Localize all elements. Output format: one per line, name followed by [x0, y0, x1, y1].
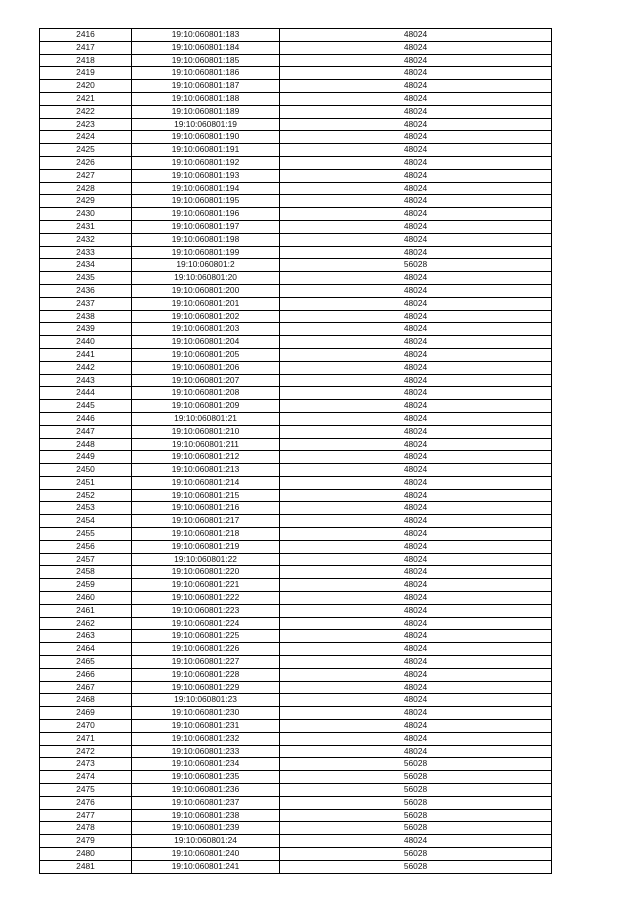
value-cell: 48024 [280, 310, 552, 323]
cadastral-number-cell: 19:10:060801:206 [132, 361, 280, 374]
cadastral-number-cell: 19:10:060801:215 [132, 489, 280, 502]
cadastral-number-cell: 19:10:060801:233 [132, 745, 280, 758]
table-row [40, 208, 552, 221]
row-number-cell: 2457 [40, 553, 132, 566]
value-cell: 48024 [280, 566, 552, 579]
cadastral-number-cell: 19:10:060801:208 [132, 387, 280, 400]
value-cell: 48024 [280, 451, 552, 464]
table-row [40, 451, 552, 464]
value-cell: 56028 [280, 860, 552, 873]
cadastral-number-cell: 19:10:060801:227 [132, 656, 280, 669]
row-number-cell: 2441 [40, 348, 132, 361]
table-row [40, 118, 552, 131]
table-row [40, 809, 552, 822]
cadastral-number-cell: 19:10:060801:200 [132, 284, 280, 297]
table-row [40, 323, 552, 336]
value-cell: 48024 [280, 105, 552, 118]
table-row [40, 195, 552, 208]
table-row [40, 272, 552, 285]
value-cell: 48024 [280, 169, 552, 182]
cadastral-number-cell: 19:10:060801:241 [132, 860, 280, 873]
table-row [40, 540, 552, 553]
row-number-cell: 2469 [40, 707, 132, 720]
row-number-cell: 2458 [40, 566, 132, 579]
value-cell: 48024 [280, 208, 552, 221]
table-row [40, 412, 552, 425]
row-number-cell: 2435 [40, 272, 132, 285]
row-number-cell: 2430 [40, 208, 132, 221]
row-number-cell: 2440 [40, 336, 132, 349]
row-number-cell: 2471 [40, 732, 132, 745]
row-number-cell: 2449 [40, 451, 132, 464]
row-number-cell: 2427 [40, 169, 132, 182]
value-cell: 48024 [280, 502, 552, 515]
table-row [40, 476, 552, 489]
value-cell: 48024 [280, 41, 552, 54]
value-cell: 48024 [280, 272, 552, 285]
table-row [40, 220, 552, 233]
row-number-cell: 2428 [40, 182, 132, 195]
value-cell: 48024 [280, 438, 552, 451]
row-number-cell: 2460 [40, 592, 132, 605]
value-cell: 48024 [280, 220, 552, 233]
cadastral-number-cell: 19:10:060801:234 [132, 758, 280, 771]
value-cell: 48024 [280, 592, 552, 605]
value-cell: 48024 [280, 374, 552, 387]
cadastral-number-cell: 19:10:060801:201 [132, 297, 280, 310]
row-number-cell: 2456 [40, 540, 132, 553]
row-number-cell: 2448 [40, 438, 132, 451]
table-row [40, 41, 552, 54]
value-cell: 48024 [280, 489, 552, 502]
row-number-cell: 2472 [40, 745, 132, 758]
table-row [40, 400, 552, 413]
value-cell: 48024 [280, 246, 552, 259]
cadastral-number-cell: 19:10:060801:226 [132, 643, 280, 656]
cadastral-number-cell: 19:10:060801:236 [132, 784, 280, 797]
row-number-cell: 2454 [40, 515, 132, 528]
value-cell: 48024 [280, 630, 552, 643]
row-number-cell: 2417 [40, 41, 132, 54]
cadastral-number-cell: 19:10:060801:216 [132, 502, 280, 515]
table-row [40, 566, 552, 579]
row-number-cell: 2475 [40, 784, 132, 797]
value-cell: 56028 [280, 796, 552, 809]
value-cell: 56028 [280, 259, 552, 272]
cadastral-number-cell: 19:10:060801:213 [132, 464, 280, 477]
row-number-cell: 2452 [40, 489, 132, 502]
value-cell: 48024 [280, 604, 552, 617]
row-number-cell: 2470 [40, 720, 132, 733]
value-cell: 48024 [280, 54, 552, 67]
value-cell: 48024 [280, 476, 552, 489]
cadastral-number-cell: 19:10:060801:211 [132, 438, 280, 451]
table-row [40, 656, 552, 669]
cadastral-number-cell: 19:10:060801:195 [132, 195, 280, 208]
cadastral-number-cell: 19:10:060801:19 [132, 118, 280, 131]
value-cell: 48024 [280, 464, 552, 477]
cadastral-number-cell: 19:10:060801:21 [132, 412, 280, 425]
row-number-cell: 2437 [40, 297, 132, 310]
table-row [40, 848, 552, 861]
value-cell: 48024 [280, 400, 552, 413]
value-cell: 48024 [280, 336, 552, 349]
table-row [40, 131, 552, 144]
table-row [40, 822, 552, 835]
value-cell: 48024 [280, 732, 552, 745]
table-row [40, 681, 552, 694]
row-number-cell: 2455 [40, 528, 132, 541]
cadastral-number-cell: 19:10:060801:183 [132, 29, 280, 42]
row-number-cell: 2476 [40, 796, 132, 809]
table-row [40, 860, 552, 873]
table-row [40, 592, 552, 605]
cadastral-number-cell: 19:10:060801:218 [132, 528, 280, 541]
cadastral-number-cell: 19:10:060801:240 [132, 848, 280, 861]
row-number-cell: 2426 [40, 156, 132, 169]
row-number-cell: 2416 [40, 29, 132, 42]
data-table [39, 28, 552, 874]
row-number-cell: 2453 [40, 502, 132, 515]
cadastral-number-cell: 19:10:060801:2 [132, 259, 280, 272]
row-number-cell: 2443 [40, 374, 132, 387]
cadastral-number-cell: 19:10:060801:194 [132, 182, 280, 195]
row-number-cell: 2433 [40, 246, 132, 259]
value-cell: 48024 [280, 80, 552, 93]
table-body [40, 29, 552, 874]
table-row [40, 464, 552, 477]
row-number-cell: 2425 [40, 144, 132, 157]
table-row [40, 169, 552, 182]
value-cell: 48024 [280, 540, 552, 553]
table-row [40, 438, 552, 451]
cadastral-number-cell: 19:10:060801:187 [132, 80, 280, 93]
cadastral-number-cell: 19:10:060801:235 [132, 771, 280, 784]
table-row [40, 707, 552, 720]
cadastral-number-cell: 19:10:060801:221 [132, 579, 280, 592]
row-number-cell: 2450 [40, 464, 132, 477]
row-number-cell: 2432 [40, 233, 132, 246]
cadastral-number-cell: 19:10:060801:228 [132, 668, 280, 681]
table-row [40, 528, 552, 541]
table-row [40, 694, 552, 707]
value-cell: 48024 [280, 92, 552, 105]
row-number-cell: 2468 [40, 694, 132, 707]
table-row [40, 54, 552, 67]
row-number-cell: 2474 [40, 771, 132, 784]
cadastral-number-cell: 19:10:060801:237 [132, 796, 280, 809]
cadastral-number-cell: 19:10:060801:22 [132, 553, 280, 566]
cadastral-number-cell: 19:10:060801:190 [132, 131, 280, 144]
value-cell: 48024 [280, 425, 552, 438]
row-number-cell: 2444 [40, 387, 132, 400]
table-row [40, 67, 552, 80]
value-cell: 48024 [280, 195, 552, 208]
row-number-cell: 2466 [40, 668, 132, 681]
table-row [40, 361, 552, 374]
table-row [40, 29, 552, 42]
value-cell: 48024 [280, 284, 552, 297]
row-number-cell: 2446 [40, 412, 132, 425]
cadastral-number-cell: 19:10:060801:185 [132, 54, 280, 67]
cadastral-number-cell: 19:10:060801:207 [132, 374, 280, 387]
table-row [40, 297, 552, 310]
row-number-cell: 2418 [40, 54, 132, 67]
table-row [40, 784, 552, 797]
cadastral-number-cell: 19:10:060801:198 [132, 233, 280, 246]
value-cell: 56028 [280, 809, 552, 822]
row-number-cell: 2442 [40, 361, 132, 374]
row-number-cell: 2477 [40, 809, 132, 822]
cadastral-number-cell: 19:10:060801:219 [132, 540, 280, 553]
table-row [40, 348, 552, 361]
cadastral-number-cell: 19:10:060801:205 [132, 348, 280, 361]
table-row [40, 182, 552, 195]
cadastral-number-cell: 19:10:060801:186 [132, 67, 280, 80]
table-row [40, 246, 552, 259]
row-number-cell: 2422 [40, 105, 132, 118]
value-cell: 48024 [280, 707, 552, 720]
value-cell: 48024 [280, 835, 552, 848]
table-row [40, 643, 552, 656]
row-number-cell: 2462 [40, 617, 132, 630]
value-cell: 48024 [280, 182, 552, 195]
row-number-cell: 2429 [40, 195, 132, 208]
table-row [40, 758, 552, 771]
table-row [40, 80, 552, 93]
table-row [40, 720, 552, 733]
table-row [40, 233, 552, 246]
cadastral-number-cell: 19:10:060801:223 [132, 604, 280, 617]
value-cell: 48024 [280, 412, 552, 425]
row-number-cell: 2420 [40, 80, 132, 93]
cadastral-number-cell: 19:10:060801:202 [132, 310, 280, 323]
row-number-cell: 2459 [40, 579, 132, 592]
value-cell: 48024 [280, 745, 552, 758]
table-row [40, 310, 552, 323]
value-cell: 48024 [280, 643, 552, 656]
value-cell: 56028 [280, 784, 552, 797]
table-row [40, 92, 552, 105]
value-cell: 48024 [280, 668, 552, 681]
table-row [40, 259, 552, 272]
cadastral-number-cell: 19:10:060801:232 [132, 732, 280, 745]
row-number-cell: 2436 [40, 284, 132, 297]
table-row [40, 579, 552, 592]
cadastral-number-cell: 19:10:060801:209 [132, 400, 280, 413]
table-row [40, 489, 552, 502]
row-number-cell: 2479 [40, 835, 132, 848]
row-number-cell: 2421 [40, 92, 132, 105]
value-cell: 48024 [280, 528, 552, 541]
row-number-cell: 2423 [40, 118, 132, 131]
row-number-cell: 2424 [40, 131, 132, 144]
value-cell: 48024 [280, 233, 552, 246]
row-number-cell: 2434 [40, 259, 132, 272]
cadastral-number-cell: 19:10:060801:229 [132, 681, 280, 694]
cadastral-number-cell: 19:10:060801:224 [132, 617, 280, 630]
row-number-cell: 2447 [40, 425, 132, 438]
cadastral-number-cell: 19:10:060801:222 [132, 592, 280, 605]
cadastral-number-cell: 19:10:060801:230 [132, 707, 280, 720]
value-cell: 48024 [280, 118, 552, 131]
row-number-cell: 2431 [40, 220, 132, 233]
cadastral-number-cell: 19:10:060801:225 [132, 630, 280, 643]
row-number-cell: 2463 [40, 630, 132, 643]
cadastral-number-cell: 19:10:060801:210 [132, 425, 280, 438]
row-number-cell: 2464 [40, 643, 132, 656]
cadastral-number-cell: 19:10:060801:203 [132, 323, 280, 336]
value-cell: 48024 [280, 681, 552, 694]
row-number-cell: 2438 [40, 310, 132, 323]
cadastral-number-cell: 19:10:060801:199 [132, 246, 280, 259]
row-number-cell: 2481 [40, 860, 132, 873]
cadastral-number-cell: 19:10:060801:189 [132, 105, 280, 118]
row-number-cell: 2451 [40, 476, 132, 489]
value-cell: 48024 [280, 617, 552, 630]
cadastral-number-cell: 19:10:060801:238 [132, 809, 280, 822]
value-cell: 48024 [280, 144, 552, 157]
table-row [40, 284, 552, 297]
cadastral-number-cell: 19:10:060801:193 [132, 169, 280, 182]
value-cell: 48024 [280, 515, 552, 528]
table-row [40, 604, 552, 617]
cadastral-number-cell: 19:10:060801:184 [132, 41, 280, 54]
table-row [40, 144, 552, 157]
value-cell: 48024 [280, 131, 552, 144]
cadastral-number-cell: 19:10:060801:24 [132, 835, 280, 848]
value-cell: 56028 [280, 758, 552, 771]
cadastral-number-cell: 19:10:060801:217 [132, 515, 280, 528]
cadastral-number-cell: 19:10:060801:196 [132, 208, 280, 221]
table-row [40, 425, 552, 438]
row-number-cell: 2473 [40, 758, 132, 771]
table-row [40, 617, 552, 630]
table-row [40, 156, 552, 169]
row-number-cell: 2419 [40, 67, 132, 80]
value-cell: 48024 [280, 29, 552, 42]
table-row [40, 771, 552, 784]
table-row [40, 515, 552, 528]
value-cell: 48024 [280, 553, 552, 566]
table-row [40, 745, 552, 758]
table-row [40, 105, 552, 118]
row-number-cell: 2465 [40, 656, 132, 669]
table-row [40, 630, 552, 643]
value-cell: 48024 [280, 720, 552, 733]
cadastral-number-cell: 19:10:060801:20 [132, 272, 280, 285]
cadastral-number-cell: 19:10:060801:220 [132, 566, 280, 579]
row-number-cell: 2467 [40, 681, 132, 694]
value-cell: 48024 [280, 694, 552, 707]
cadastral-number-cell: 19:10:060801:23 [132, 694, 280, 707]
value-cell: 48024 [280, 297, 552, 310]
cadastral-number-cell: 19:10:060801:197 [132, 220, 280, 233]
table-row [40, 668, 552, 681]
table-row [40, 502, 552, 515]
value-cell: 48024 [280, 348, 552, 361]
cadastral-number-cell: 19:10:060801:214 [132, 476, 280, 489]
value-cell: 48024 [280, 361, 552, 374]
value-cell: 56028 [280, 822, 552, 835]
table-row [40, 732, 552, 745]
cadastral-number-cell: 19:10:060801:231 [132, 720, 280, 733]
value-cell: 48024 [280, 656, 552, 669]
cadastral-number-cell: 19:10:060801:191 [132, 144, 280, 157]
value-cell: 56028 [280, 771, 552, 784]
cadastral-number-cell: 19:10:060801:212 [132, 451, 280, 464]
cadastral-number-cell: 19:10:060801:239 [132, 822, 280, 835]
value-cell: 48024 [280, 67, 552, 80]
table-row [40, 553, 552, 566]
cadastral-number-cell: 19:10:060801:188 [132, 92, 280, 105]
cadastral-number-cell: 19:10:060801:192 [132, 156, 280, 169]
row-number-cell: 2480 [40, 848, 132, 861]
value-cell: 48024 [280, 579, 552, 592]
table-row [40, 374, 552, 387]
row-number-cell: 2461 [40, 604, 132, 617]
table-row [40, 387, 552, 400]
table-row [40, 796, 552, 809]
value-cell: 48024 [280, 323, 552, 336]
row-number-cell: 2445 [40, 400, 132, 413]
cadastral-number-cell: 19:10:060801:204 [132, 336, 280, 349]
row-number-cell: 2439 [40, 323, 132, 336]
table-row [40, 835, 552, 848]
value-cell: 48024 [280, 387, 552, 400]
value-cell: 56028 [280, 848, 552, 861]
row-number-cell: 2478 [40, 822, 132, 835]
table-row [40, 336, 552, 349]
value-cell: 48024 [280, 156, 552, 169]
